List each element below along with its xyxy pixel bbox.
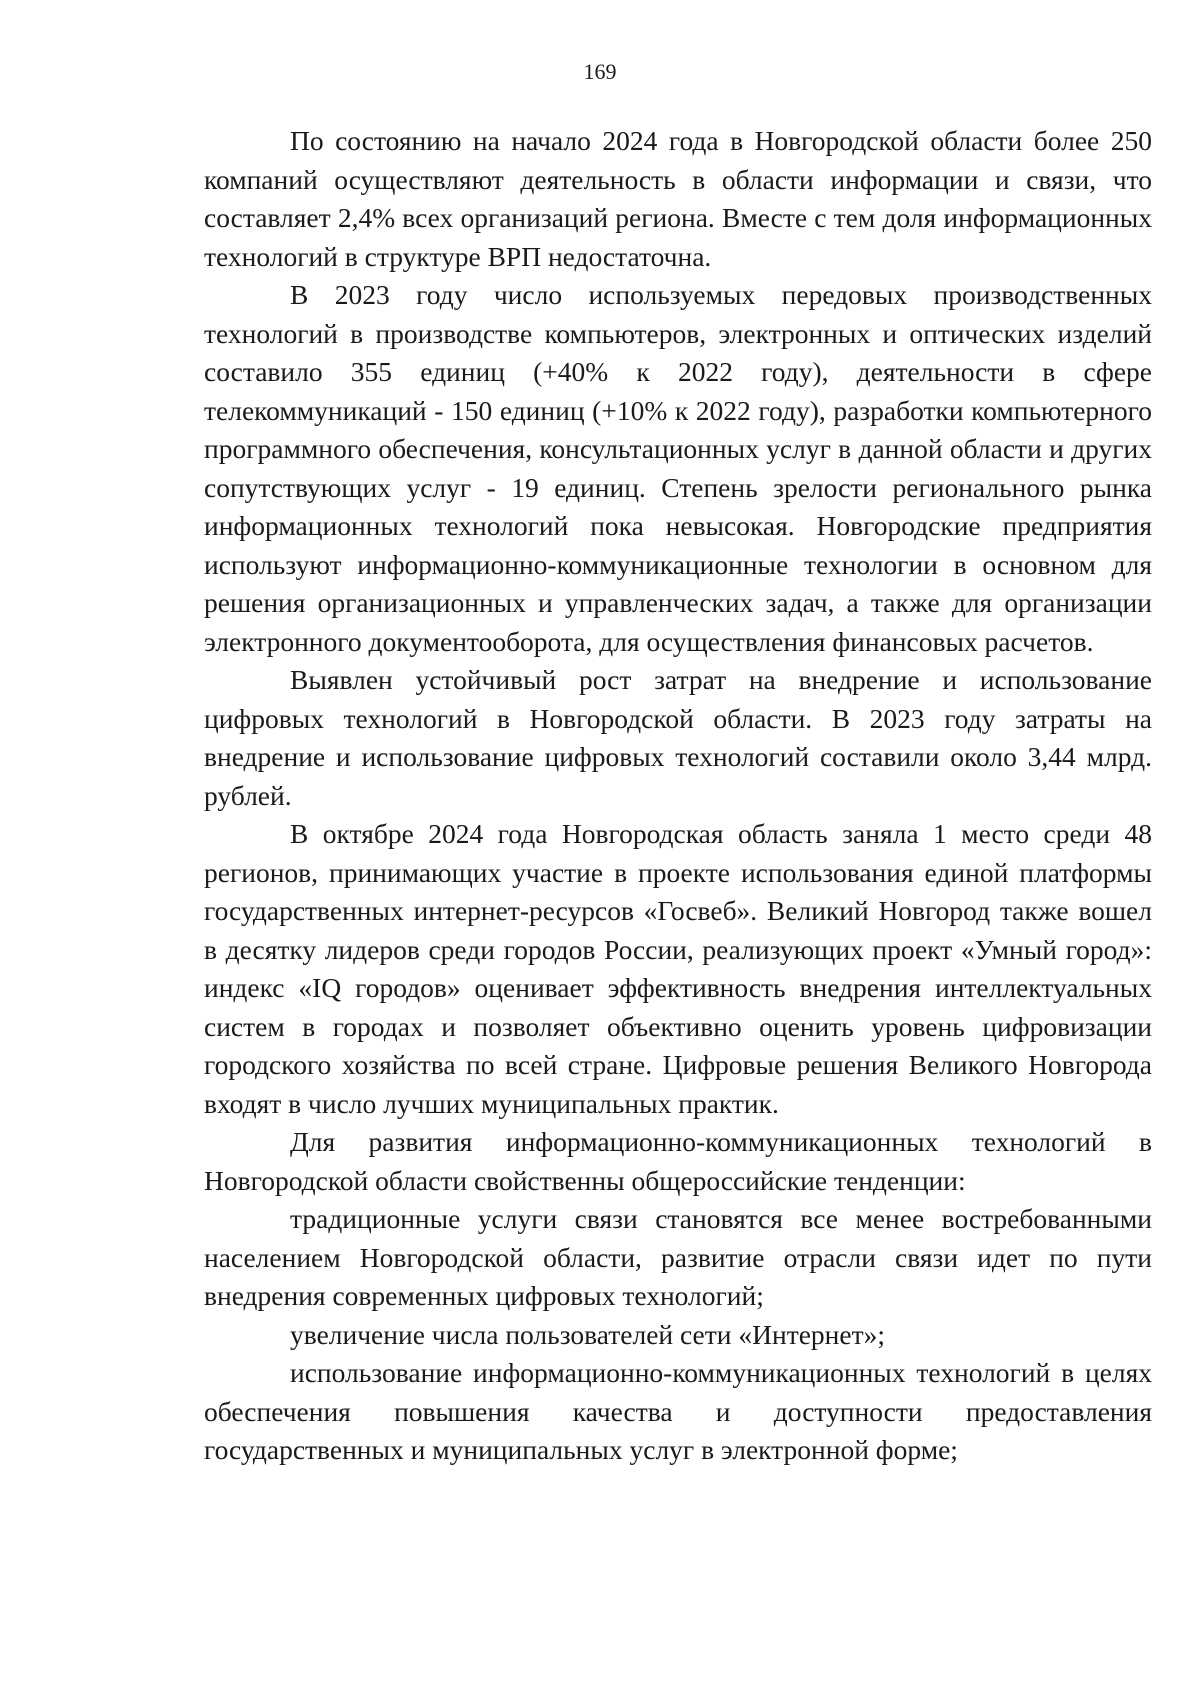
page-number: 169 [583,59,617,84]
paragraph-companies: По состоянию на начало 2024 года в Новгородской области более 250 компаний осуществляют деятельность в области информации и связи, что составляет 2,4% всех организаций региона. Вместе с тем доля информационных технологий в структуре ВРП недостаточна. [204,125,1152,272]
paragraph-gosweb: В октябре 2024 года Новгородская область заняла 1 место среди 48 регионов, принимающих участие в проекте использования единой платформы государственных интернет-ресурсов «Госвеб». Великий Новгород также вошел в десятку лидеров среди городов России, реализующих проект «Умный город»: индекс «IQ городов» оценивает эффективность внедрения интеллектуальных систем в городах и позволяет объективно оценить уровень цифровизации городского хозяйства по всей стране. Цифровые решения Великого Новгорода входят в число лучших муниципальных практик. [204,818,1152,1119]
paragraph-costs: Выявлен устойчивый рост затрат на внедрение и использование цифровых технологий в Новгородской области. В 2023 году затраты на внедрение и использование цифровых технологий составили около 3,44 млрд. рублей. [204,664,1152,811]
list-item-internet-users: увеличение числа пользователей сети «Интернет»; [290,1318,885,1350]
paragraph-technologies: В 2023 году число используемых передовых производственных технологий в производстве компьютеров, электронных и оптических изделий составило 355 единиц (+40% к 2022 году), деятельности в сфере телекоммуникаций - 150 единиц (+10% к 2022 году), разработки компьютерного программного обеспечения, консультационных услуг в данной области и других сопутствующих услуг - 19 единиц. Степень зрелости регионального рынка информационных технологий пока невысокая. Новгородские предприятия используют информационно-коммуникационные технологии в основном для решения организационных и управленческих задач, а также для организации электронного документооборота, для осуществления финансовых расчетов. [204,279,1152,657]
list-item-communication-services: традиционные услуги связи становятся все менее востребованными населением Новгородской области, развитие отрасли связи идет по пути внедрения современных цифровых технологий; [204,1203,1152,1311]
list-item-public-services: использование информационно-коммуникационных технологий в целях обеспечения повышения качества и доступности предоставления государственных и муниципальных услуг в электронной форме; [204,1357,1152,1465]
body-text [204,122,1152,1470]
paragraph-trends-intro: Для развития информационно-коммуникационных технологий в Новгородской области свойственны общероссийские тенденции: [204,1126,1152,1196]
